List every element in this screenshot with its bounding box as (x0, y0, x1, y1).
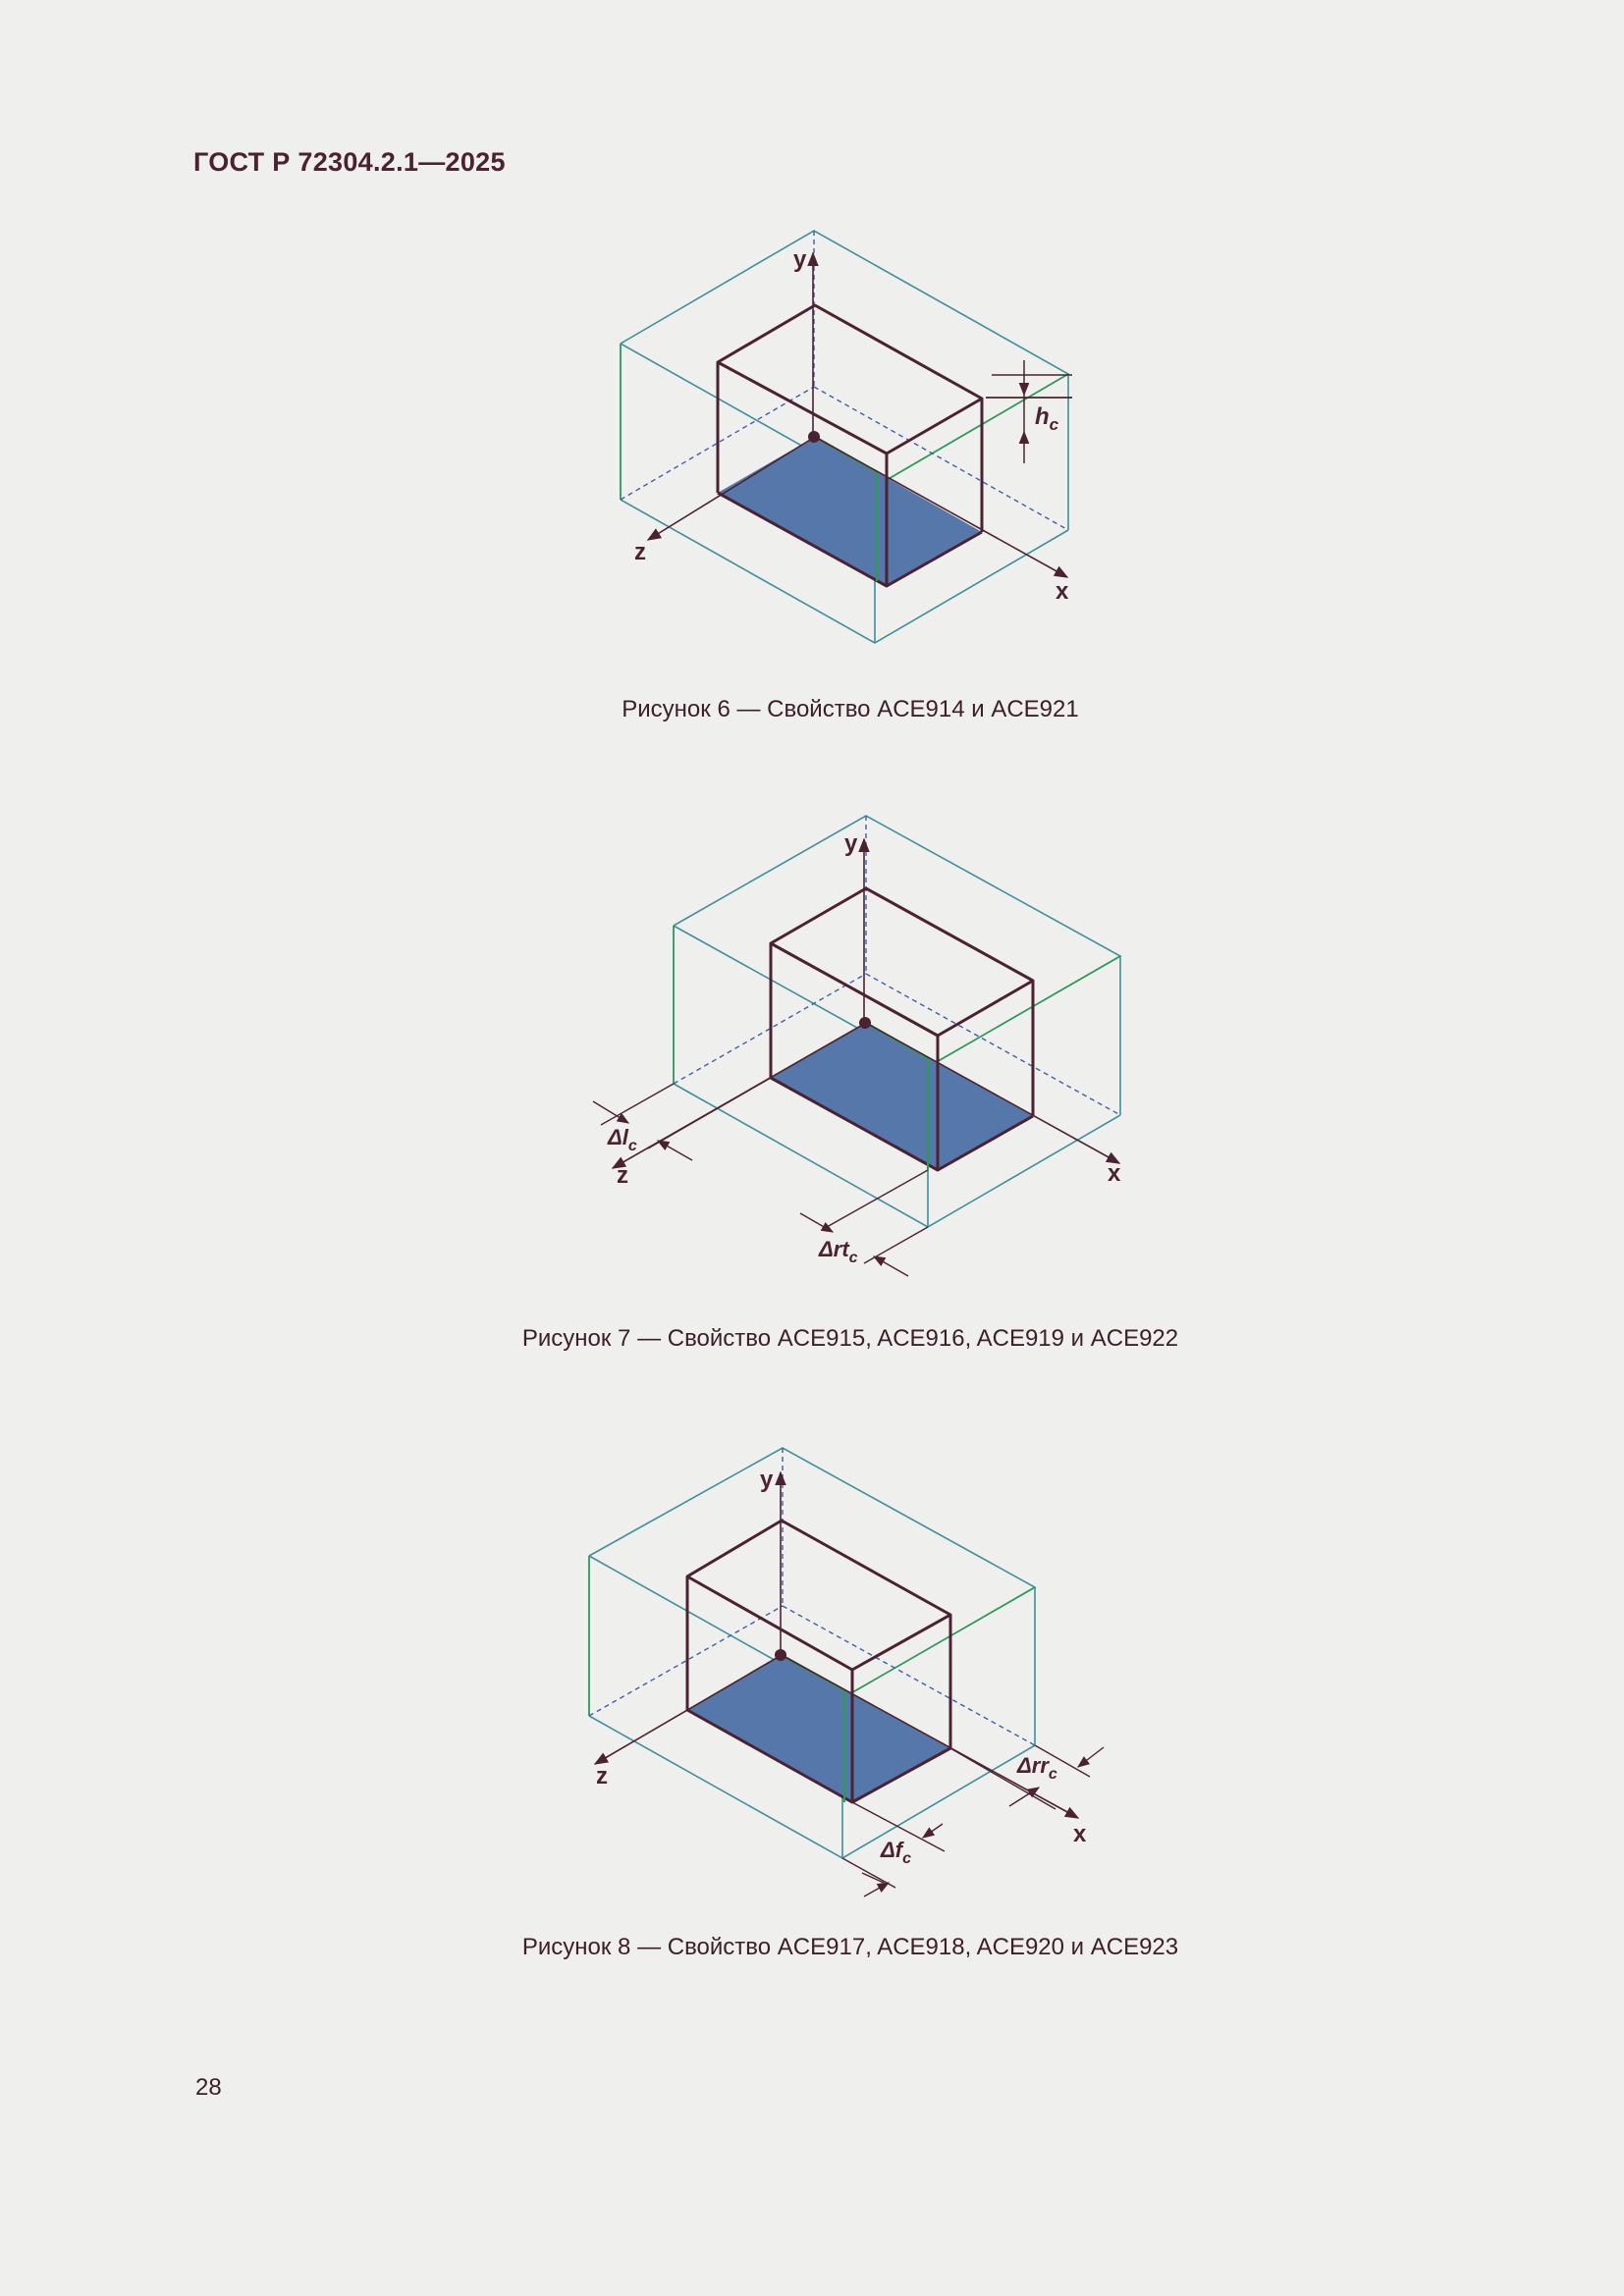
outer-bounding-box (674, 816, 1120, 1227)
axis-z-label: z (617, 1162, 628, 1189)
axis-y-label: y (760, 1467, 774, 1493)
axis-x-label: x (1073, 1821, 1087, 1847)
dimension-df-label: $\Delta f_c$ (881, 1838, 912, 1867)
figure-7-caption: Рисунок 7 — Свойство ACE915, ACE916, ACE919 и ACE922 (521, 1325, 1179, 1352)
figure-7-drawing (0, 785, 1624, 1335)
figure-8-drawing (0, 1414, 1624, 1963)
outer-bounding-box (589, 1448, 1035, 1858)
axis-x-label: x (1108, 1160, 1121, 1187)
page-number: 28 (195, 2074, 222, 2101)
axis-z-label: z (634, 539, 646, 565)
base-face (718, 437, 982, 586)
dimension-drt-label: Δrt$_c$ (819, 1237, 858, 1266)
figure-8-caption: Рисунок 8 — Свойство ACE917, ACE918, ACE920 и ACE923 (521, 1934, 1179, 1960)
dimension-h-label: $h_c$ (1035, 403, 1059, 434)
axis-y-label: y (793, 246, 807, 273)
axis-x-label: x (1056, 578, 1069, 605)
axis-y-label: y (844, 830, 858, 857)
figure-6-drawing (0, 0, 1624, 687)
figure-6-caption: Рисунок 6 — Свойство ACE914 и ACE921 (622, 696, 1079, 722)
axis-z-label: z (596, 1763, 608, 1789)
outer-bounding-box (621, 231, 1068, 643)
dimension-dl-label: $\Delta l_c$ (608, 1125, 637, 1154)
document-header: ГОСТ Р 72304.2.1—2025 (193, 147, 506, 177)
dimension-drr-label: Δrr$_c$ (1017, 1753, 1057, 1783)
